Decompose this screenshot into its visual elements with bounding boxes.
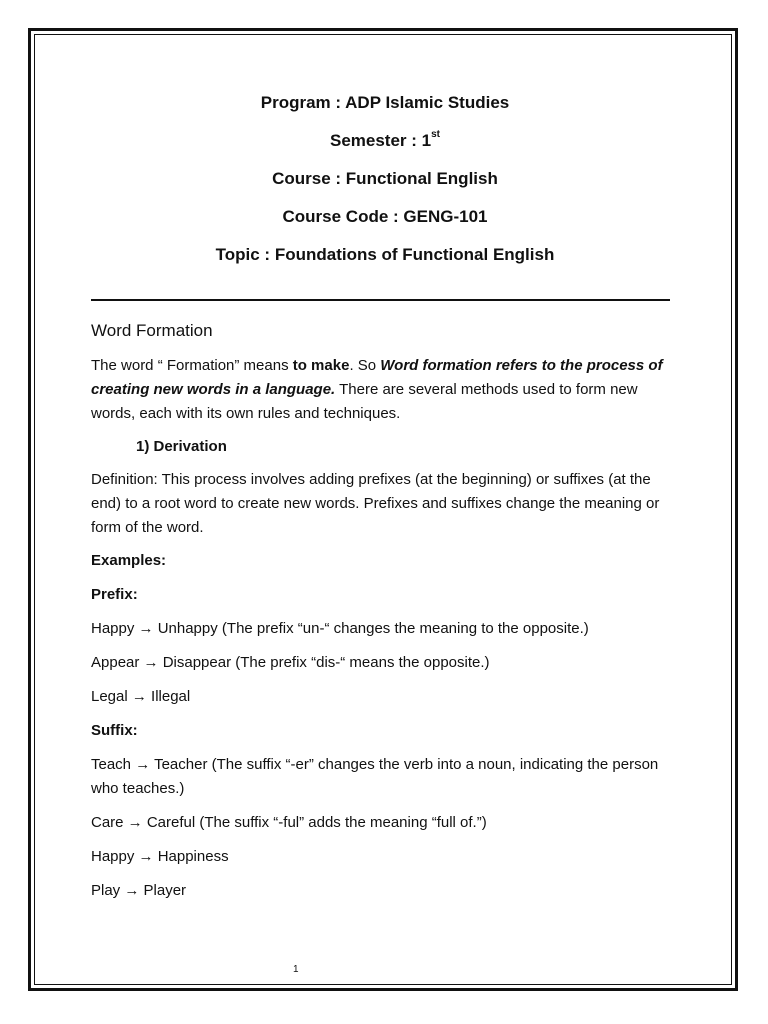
course-line: Course : Functional English <box>272 169 498 188</box>
header-divider <box>91 299 670 301</box>
prefix-example: Appear → Disappear (The prefix “dis-“ means the opposite.) <box>91 654 490 671</box>
intro-text-2: . So <box>349 357 381 374</box>
intro-bold-italic: Word formation refers to the process of creating new words in a language. <box>91 357 663 398</box>
intro-bold: to make <box>292 357 350 374</box>
suffix-example: Care → Careful (The suffix “-ful” adds the meaning “full of.”) <box>91 814 487 831</box>
intro-text-3: There are several methods used to form new words, each with its own rules and techniques. <box>91 381 638 422</box>
document-header <box>90 93 680 283</box>
suffix-label: Suffix: <box>91 722 138 739</box>
semester-superscript: st <box>431 129 441 141</box>
course-code-line: Course Code : GENG-101 <box>282 207 488 226</box>
semester-text: Semester : 1 <box>329 131 432 150</box>
prefix-example: Legal → Illegal <box>91 688 191 705</box>
semester-line <box>90 131 680 151</box>
topic-line: Topic : Foundations of Functional English <box>215 245 555 264</box>
suffix-example: Teach → Teacher (The suffix “-er” changes the verb into a noun, indicating the person who teaches.) <box>91 756 659 797</box>
page-number: 1 <box>293 964 299 975</box>
prefix-example: Happy → Unhappy (The prefix “un-“ changes the meaning to the opposite.) <box>91 620 589 637</box>
subheading-derivation: 1) Derivation <box>136 438 227 455</box>
intro-text-1: The word “ Formation” means <box>91 357 293 374</box>
prefix-label: Prefix: <box>91 586 138 603</box>
suffix-example: Happy → Happiness <box>91 848 229 865</box>
document-body <box>91 320 677 913</box>
suffix-example: Play → Player <box>91 882 187 899</box>
program-line: Program : ADP Islamic Studies <box>260 93 510 112</box>
intro-paragraph <box>91 354 677 426</box>
examples-label: Examples: <box>91 552 167 569</box>
definition-paragraph: Definition: This process involves adding prefixes (at the beginning) or suffixes (at the end) to a root word to create new words. Prefixes and suffixes change the meaning or form of the word. <box>91 471 660 536</box>
section-title: Word Formation <box>91 321 213 340</box>
